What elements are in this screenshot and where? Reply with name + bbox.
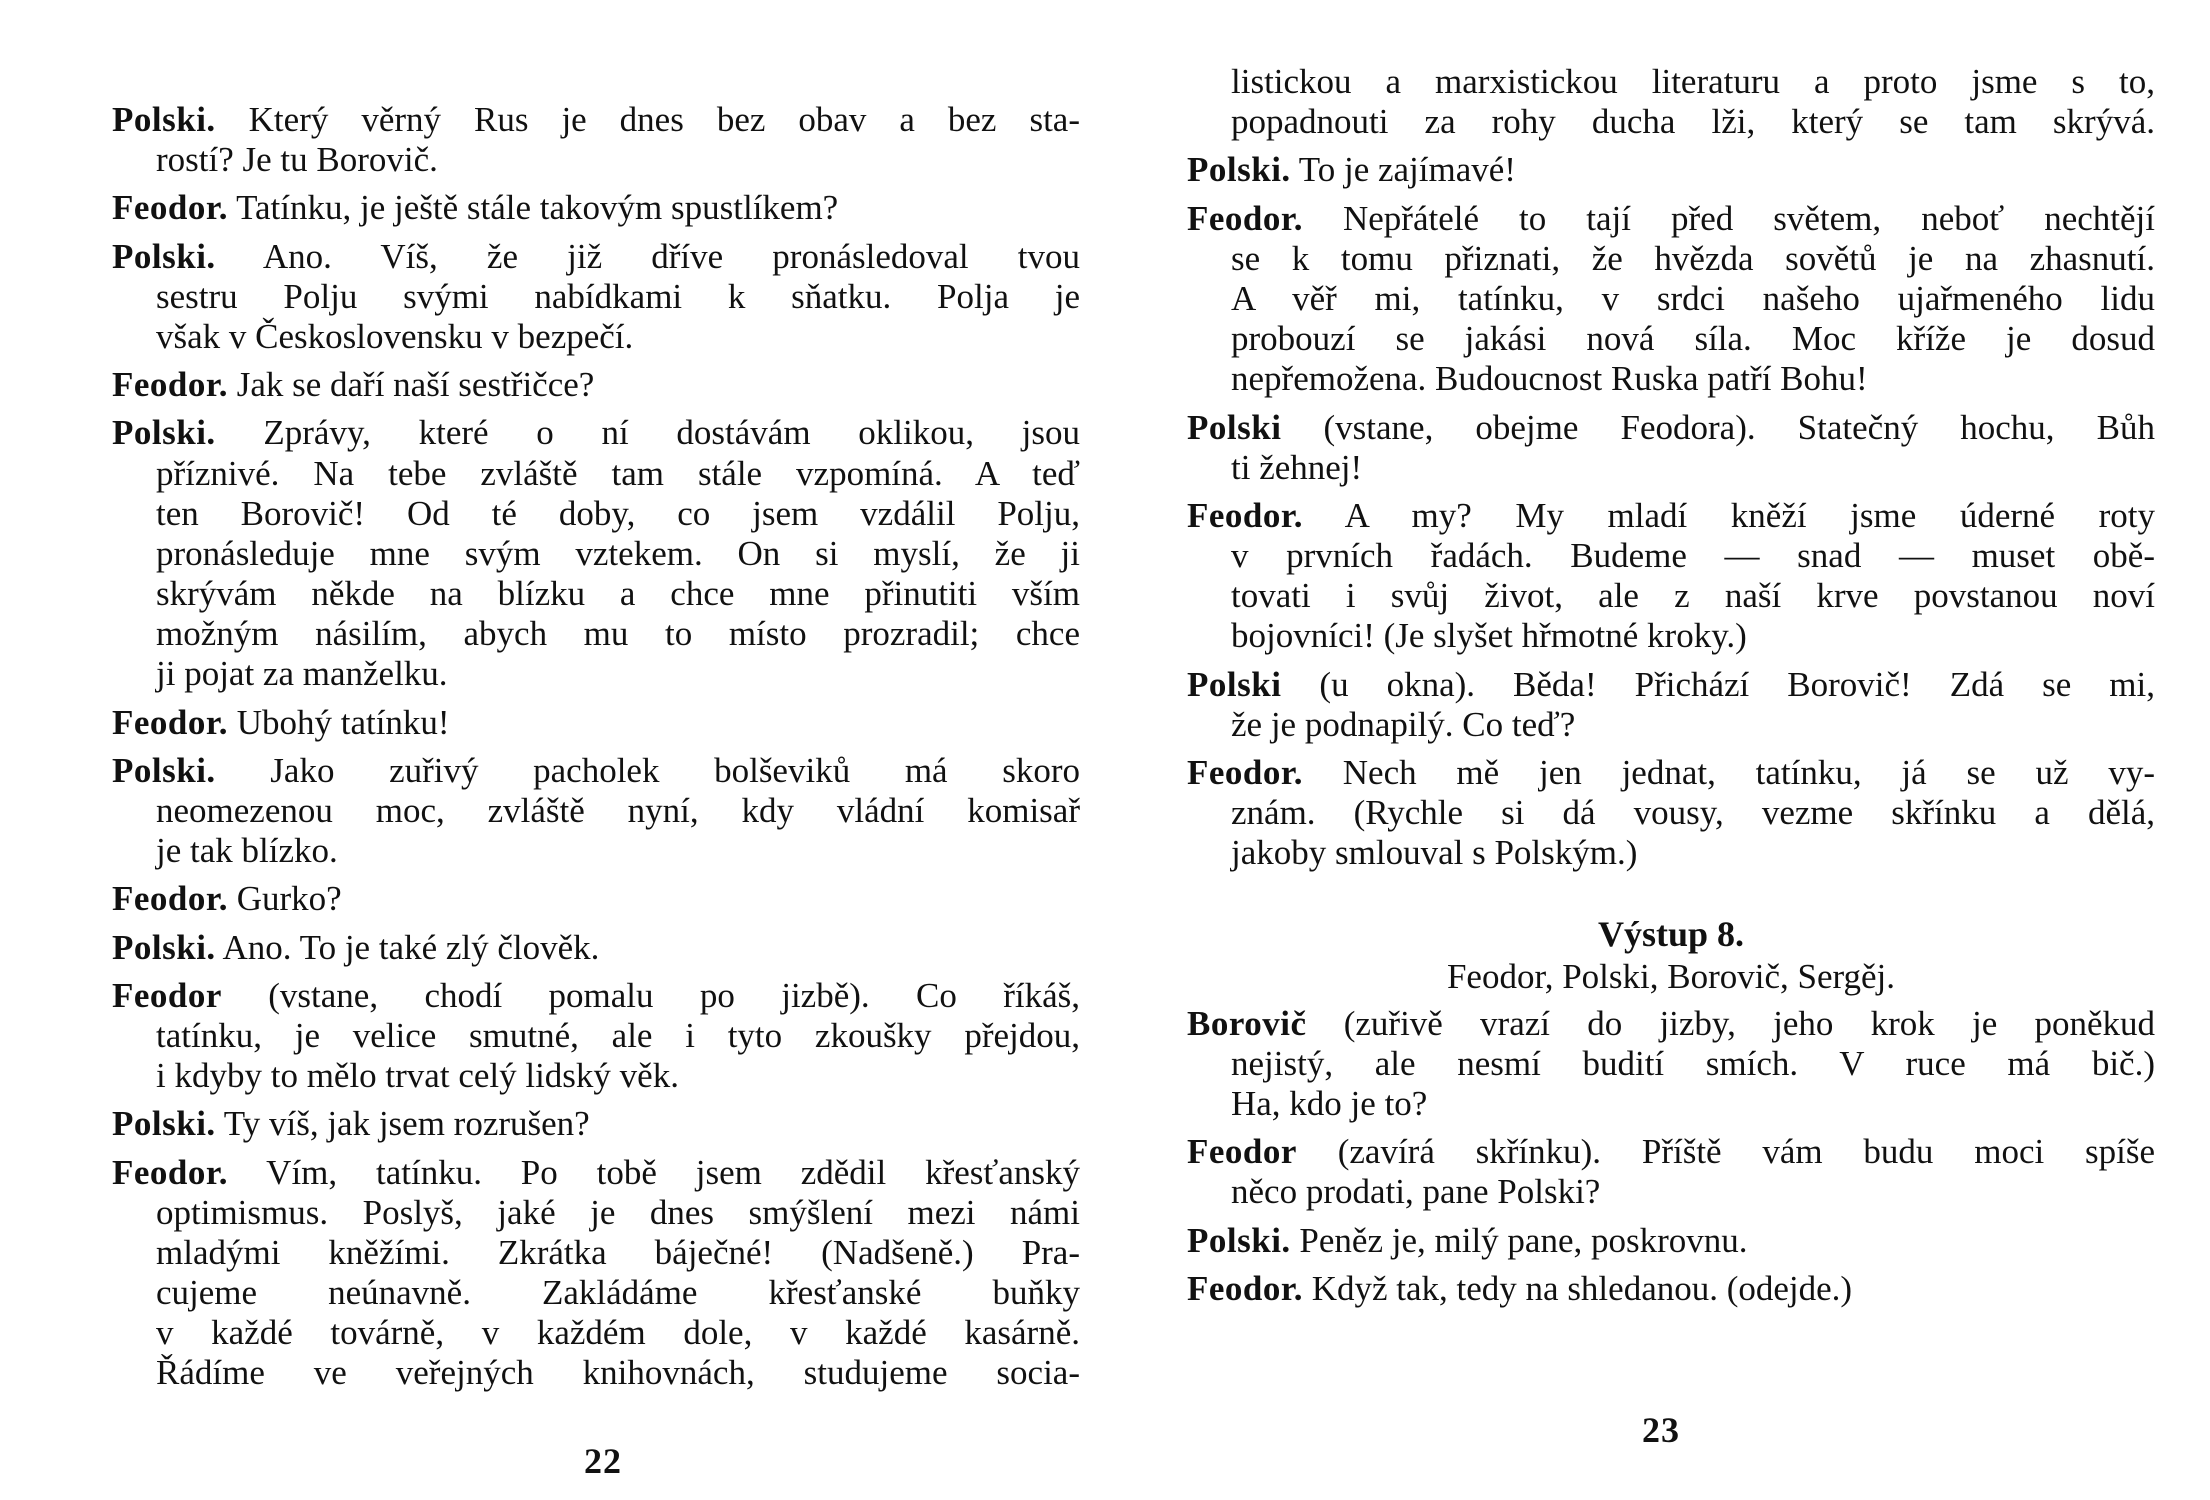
text-line: je tak blízko. [156,831,338,871]
left-page [112,0,1080,1500]
text-line: se k tomu přiznati, že hvězda sovětů je na zhasnutí. [1231,238,2155,278]
right-page [1187,0,2155,1500]
dialogue-text: Zprávy, které o ní dostávám oklikou, jsou [215,413,1080,453]
speaker-name: Polski [1187,407,1282,447]
speaker-name: Feodor. [112,365,228,405]
speaker-name: Polski. [1187,1220,1291,1260]
text-line [112,1153,1080,1193]
text-line: i kdyby to mělo trvat celý lidský věk. [156,1056,679,1096]
text-line [1187,408,2155,448]
dialogue-text: (vstane, obejme Feodora). Statečný hochu, Bůh [1281,407,2155,447]
dialogue-text: Ano. To je také zlý člověk. [215,927,600,967]
text-line [112,976,1080,1016]
text-line [1187,1269,2155,1309]
dialogue-text: Peněz je, milý pane, poskrovnu. [1290,1220,1748,1260]
dialogue-text: Nepřátelé to tají před světem, neboť nechtějí [1302,198,2155,238]
text-line: znám. (Rychle si dá vousy, vezme skřínku a dělá, [1231,793,2155,833]
speaker-name: Polski. [112,1104,216,1144]
dialogue-text: Gurko? [227,879,342,919]
text-line: něco prodati, pane Polski? [1231,1172,1601,1212]
text-line: tatínku, je velice smutné, ale i tyto zkoušky přejdou, [156,1015,1080,1055]
text-line: neomezenou moc, zvláště nyní, kdy vládní komisař [156,791,1080,830]
text-line: jakoby smlouval s Polským.) [1231,833,1638,873]
text-line: ji pojat za manželku. [156,654,448,694]
dialogue-text: Vím, tatínku. Po tobě jsem zdědil křesťanský [227,1152,1080,1192]
text-line: bojovníci! (Je slyšet hřmotné kroky.) [1231,616,1747,656]
dialogue-text: (zuřivě vrazí do jizby, jeho krok je poněkud [1306,1003,2155,1043]
dialogue-text: Jak se daří naší sestřičce? [227,365,595,405]
dialogue-text: Jako zuřivý pacholek bolševiků má skoro [215,750,1080,790]
dialogue-text: Ano. Víš, že již dříve pronásledoval tvou [215,236,1080,276]
text-line: optimismus. Poslyš, jaké je dnes smýšlení mezi námi [156,1192,1080,1232]
text-line [112,413,1080,453]
text-line [112,751,1080,791]
text-line: cujeme neúnavně. Zakládáme křesťanské buňky [156,1273,1080,1313]
dialogue-text: (u okna). Běda! Přichází Borovič! Zdá se mi, [1281,664,2155,704]
text-line: A věř mi, tatínku, v srdci našeho ujařmeného lidu [1231,278,2155,318]
speaker-name: Feodor. [1187,198,1303,238]
speaker-name: Feodor. [112,879,228,919]
text-line: skrývám někde na blízku a chce mne přinutiti vším [156,574,1080,614]
text-line: sestru Polju svými nabídkami k sňatku. Polja je [156,276,1080,316]
text-line [112,703,1080,743]
text-line: v každé továrně, v každém dole, v každé kasárně. [156,1313,1080,1353]
dialogue-text: (vstane, chodí pomalu po jizbě). Co říkáš, [221,975,1080,1015]
dialogue-text: A my? My mladí kněží jsme úderné roty [1302,495,2155,535]
text-line [112,928,1080,968]
speaker-name: Feodor. [112,702,228,742]
speaker-name: Feodor. [1187,495,1303,535]
text-line [1187,665,2155,705]
text-line [112,188,1080,228]
text-line [1187,199,2155,239]
dialogue-text: To je zajímavé! [1290,150,1516,190]
text-line [1187,496,2155,536]
scene-characters: Feodor, Polski, Borovič, Sergěj. [1446,956,1896,996]
text-line [1187,1221,2155,1261]
speaker-name: Feodor. [1187,1268,1303,1308]
speaker-name: Polski. [112,100,216,139]
dialogue-text: Tatínku, je ještě stále takovým spustlíkem? [227,188,839,228]
text-line: listickou a marxistickou literaturu a proto jsme s to, [1231,62,2155,101]
speaker-name: Polski. [112,750,216,790]
speaker-name: Polski. [112,413,216,453]
speaker-name: Feodor [1187,1132,1297,1172]
dialogue-text: Když tak, tedy na shledanou. (odejde.) [1302,1268,1853,1308]
speaker-name: Polski. [1187,150,1291,190]
right-page-text [1187,62,2155,1309]
speaker-name: Polski. [112,236,216,276]
text-line [112,365,1080,405]
dialogue-text: Ty víš, jak jsem rozrušen? [215,1104,590,1144]
speaker-name: Feodor. [112,1152,228,1192]
text-line [1187,1132,2155,1172]
text-line: popadnouti za rohy ducha lži, který se tam skrývá. [1231,102,2155,142]
page-number: 22 [584,1441,622,1481]
text-line: nejistý, ale nesmí budití smích. V ruce má bič.) [1231,1043,2155,1083]
dialogue-text: (zavírá skřínku). Příště vám budu moci spíše [1296,1132,2155,1172]
text-line: příznivé. Na tebe zvláště tam stále vzpomíná. A teď [156,453,1080,493]
text-line: ti žehnej! [1231,447,1363,487]
speaker-name: Polski. [112,927,216,967]
speaker-name: Feodor. [1187,753,1303,792]
text-line: možným násilím, abych mu to místo prozradil; chce [156,614,1080,654]
text-line: Ha, kdo je to? [1231,1083,1428,1123]
text-line: rostí? Je tu Borovič. [156,140,438,180]
text-line: nepřemožena. Budoucnost Ruska patří Bohu! [1231,359,1868,399]
text-line: v prvních řadách. Budeme — snad — muset obě- [1231,536,2155,576]
speaker-name: Polski [1187,664,1282,704]
speaker-name: Borovič [1187,1003,1307,1043]
text-line: probouzí se jakási nová síla. Moc kříže je dosud [1231,319,2155,359]
text-line: Řádíme ve veřejných knihovnách, studujeme socia- [156,1353,1080,1393]
text-line [112,879,1080,919]
text-line: že je podnapilý. Co teď? [1231,704,1576,744]
text-line: pronásleduje mne svým vztekem. On si myslí, že ji [156,533,1080,573]
text-line: mladými kněžími. Zkrátka báječné! (Nadšeně.) Pra- [156,1232,1080,1272]
speaker-name: Feodor [112,975,222,1015]
speaker-name: Feodor. [112,188,228,228]
text-line [112,1104,1080,1144]
text-line: tovati i svůj život, ale z naší krve povstanou noví [1231,576,2155,616]
text-line: však v Československu v bezpečí. [156,316,634,356]
dialogue-text: Který věrný Rus je dnes bez obav a bez sta- [215,100,1080,139]
text-line [112,237,1080,277]
left-page-text [112,92,1080,1394]
text-line [1187,753,2155,793]
text-line [1187,150,2155,190]
text-line [1187,1004,2155,1044]
page-number: 23 [1642,1410,1680,1450]
text-line [112,100,1080,140]
text-line: ten Borovič! Od té doby, co jsem vzdálil Polju, [156,493,1080,533]
scene-heading: Výstup 8. [1597,913,1745,954]
dialogue-text: Ubohý tatínku! [227,702,450,742]
dialogue-text: Nech mě jen jednat, tatínku, já se už vy- [1302,753,2155,792]
